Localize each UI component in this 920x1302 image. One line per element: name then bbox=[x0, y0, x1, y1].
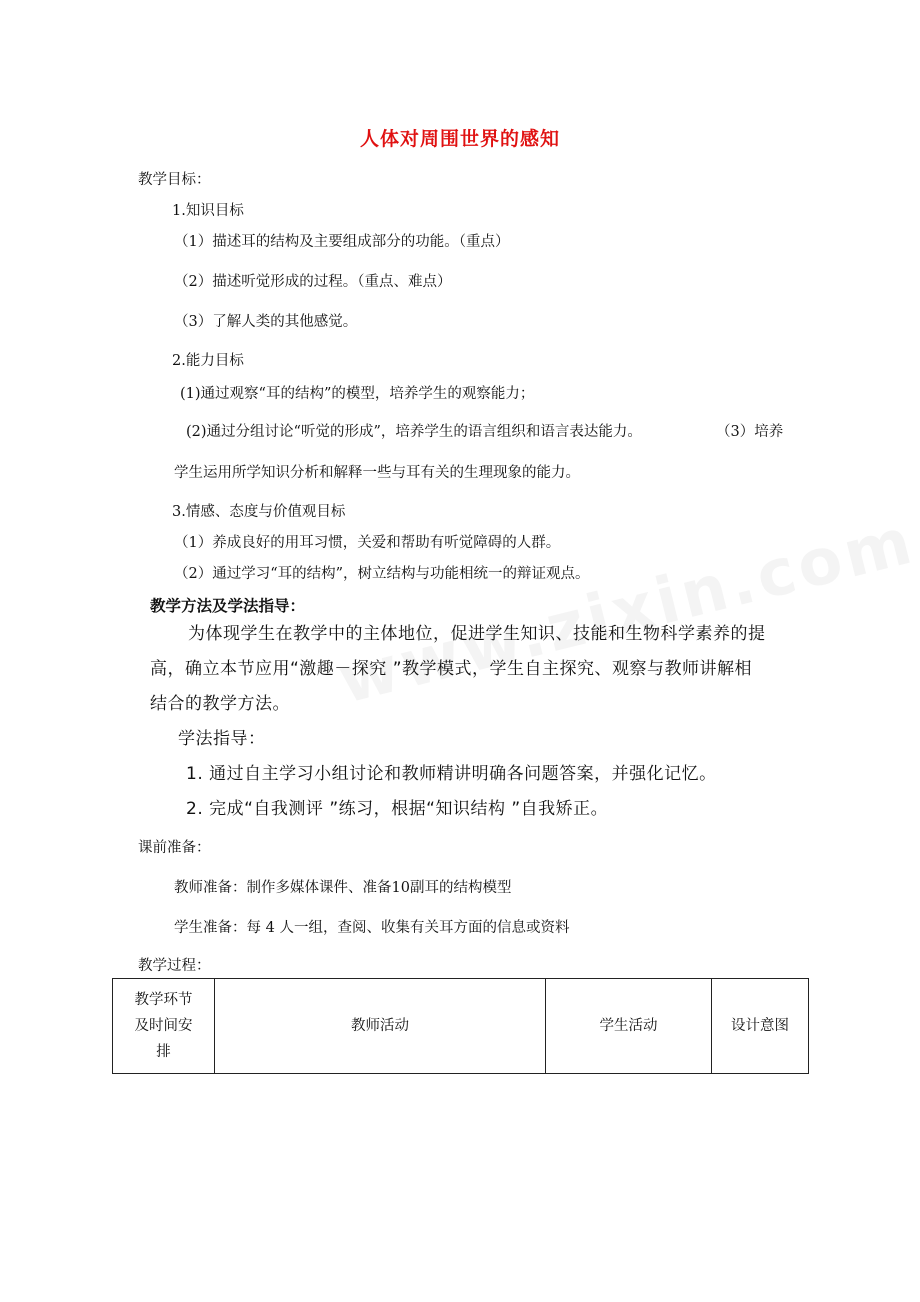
page-title: 人体对周围世界的感知 bbox=[359, 128, 560, 150]
ability-goal-item: (1)通过观察“耳的结构”的模型，培养学生的观察能力； bbox=[180, 386, 535, 402]
header-stage-line: 教学环节 bbox=[134, 992, 193, 1008]
methods-paragraph-line: 为体现学生在教学中的主体地位，促进学生知识、技能和生物科学素养的提 bbox=[188, 624, 766, 644]
process-heading: 教学过程： bbox=[138, 958, 211, 974]
header-stage-line: 及时间安 bbox=[134, 1018, 193, 1034]
knowledge-goal-item: （1）描述耳的结构及主要组成部分的功能。（重点） bbox=[174, 234, 510, 250]
teaching-goals-heading: 教学目标： bbox=[138, 172, 211, 188]
header-cell-design-intent: 设计意图 bbox=[712, 979, 809, 1074]
header-cell-student-activity: 学生活动 bbox=[546, 979, 712, 1074]
study-guide-item: 2. 完成“自我测评 ”练习，根据“知识结构 ”自我矫正。 bbox=[186, 799, 609, 819]
header-cell-stage bbox=[113, 979, 215, 1074]
ability-goals-heading: 2.能力目标 bbox=[172, 353, 244, 369]
student-preparation: 学生准备：每 4 人一组，查阅、收集有关耳方面的信息或资料 bbox=[174, 920, 570, 936]
knowledge-goals-heading: 1.知识目标 bbox=[172, 203, 244, 219]
knowledge-goal-item: （2）描述听觉形成的过程。（重点、难点） bbox=[174, 274, 452, 290]
ability-goal-item-start: （3）培养 bbox=[716, 424, 784, 440]
watermark bbox=[332, 475, 920, 719]
ability-goal-item: (2)通过分组讨论“听觉的形成”，培养学生的语言组织和语言表达能力。 bbox=[186, 424, 642, 440]
table-header-row bbox=[113, 979, 809, 1074]
header-cell-teacher-activity: 教师活动 bbox=[215, 979, 546, 1074]
emotion-goal-item: （1）养成良好的用耳习惯，关爱和帮助有听觉障碍的人群。 bbox=[174, 535, 561, 551]
teacher-preparation: 教师准备：制作多媒体课件、准备10副耳的结构模型 bbox=[174, 880, 512, 896]
ability-goal-item-cont: 学生运用所学知识分析和解释一些与耳有关的生理现象的能力。 bbox=[174, 465, 580, 481]
preparation-heading: 课前准备： bbox=[138, 840, 211, 856]
knowledge-goal-item: （3）了解人类的其他感觉。 bbox=[174, 314, 358, 330]
methods-heading: 教学方法及学法指导： bbox=[150, 597, 306, 615]
study-guide-heading: 学法指导： bbox=[178, 729, 266, 749]
study-guide-item: 1. 通过自主学习小组讨论和教师精讲明确各问题答案，并强化记忆。 bbox=[186, 764, 717, 784]
header-stage-line: 排 bbox=[156, 1044, 171, 1060]
methods-paragraph-line: 结合的教学方法。 bbox=[150, 694, 290, 714]
emotion-goal-item: （2）通过学习“耳的结构”，树立结构与功能相统一的辩证观点。 bbox=[174, 566, 590, 582]
methods-paragraph-line: 高，确立本节应用“激趣－探究 ”教学模式，学生自主探究、观察与教师讲解相 bbox=[150, 659, 753, 679]
emotion-goals-heading: 3.情感、态度与价值观目标 bbox=[172, 504, 346, 520]
teaching-process-table bbox=[112, 978, 809, 1074]
